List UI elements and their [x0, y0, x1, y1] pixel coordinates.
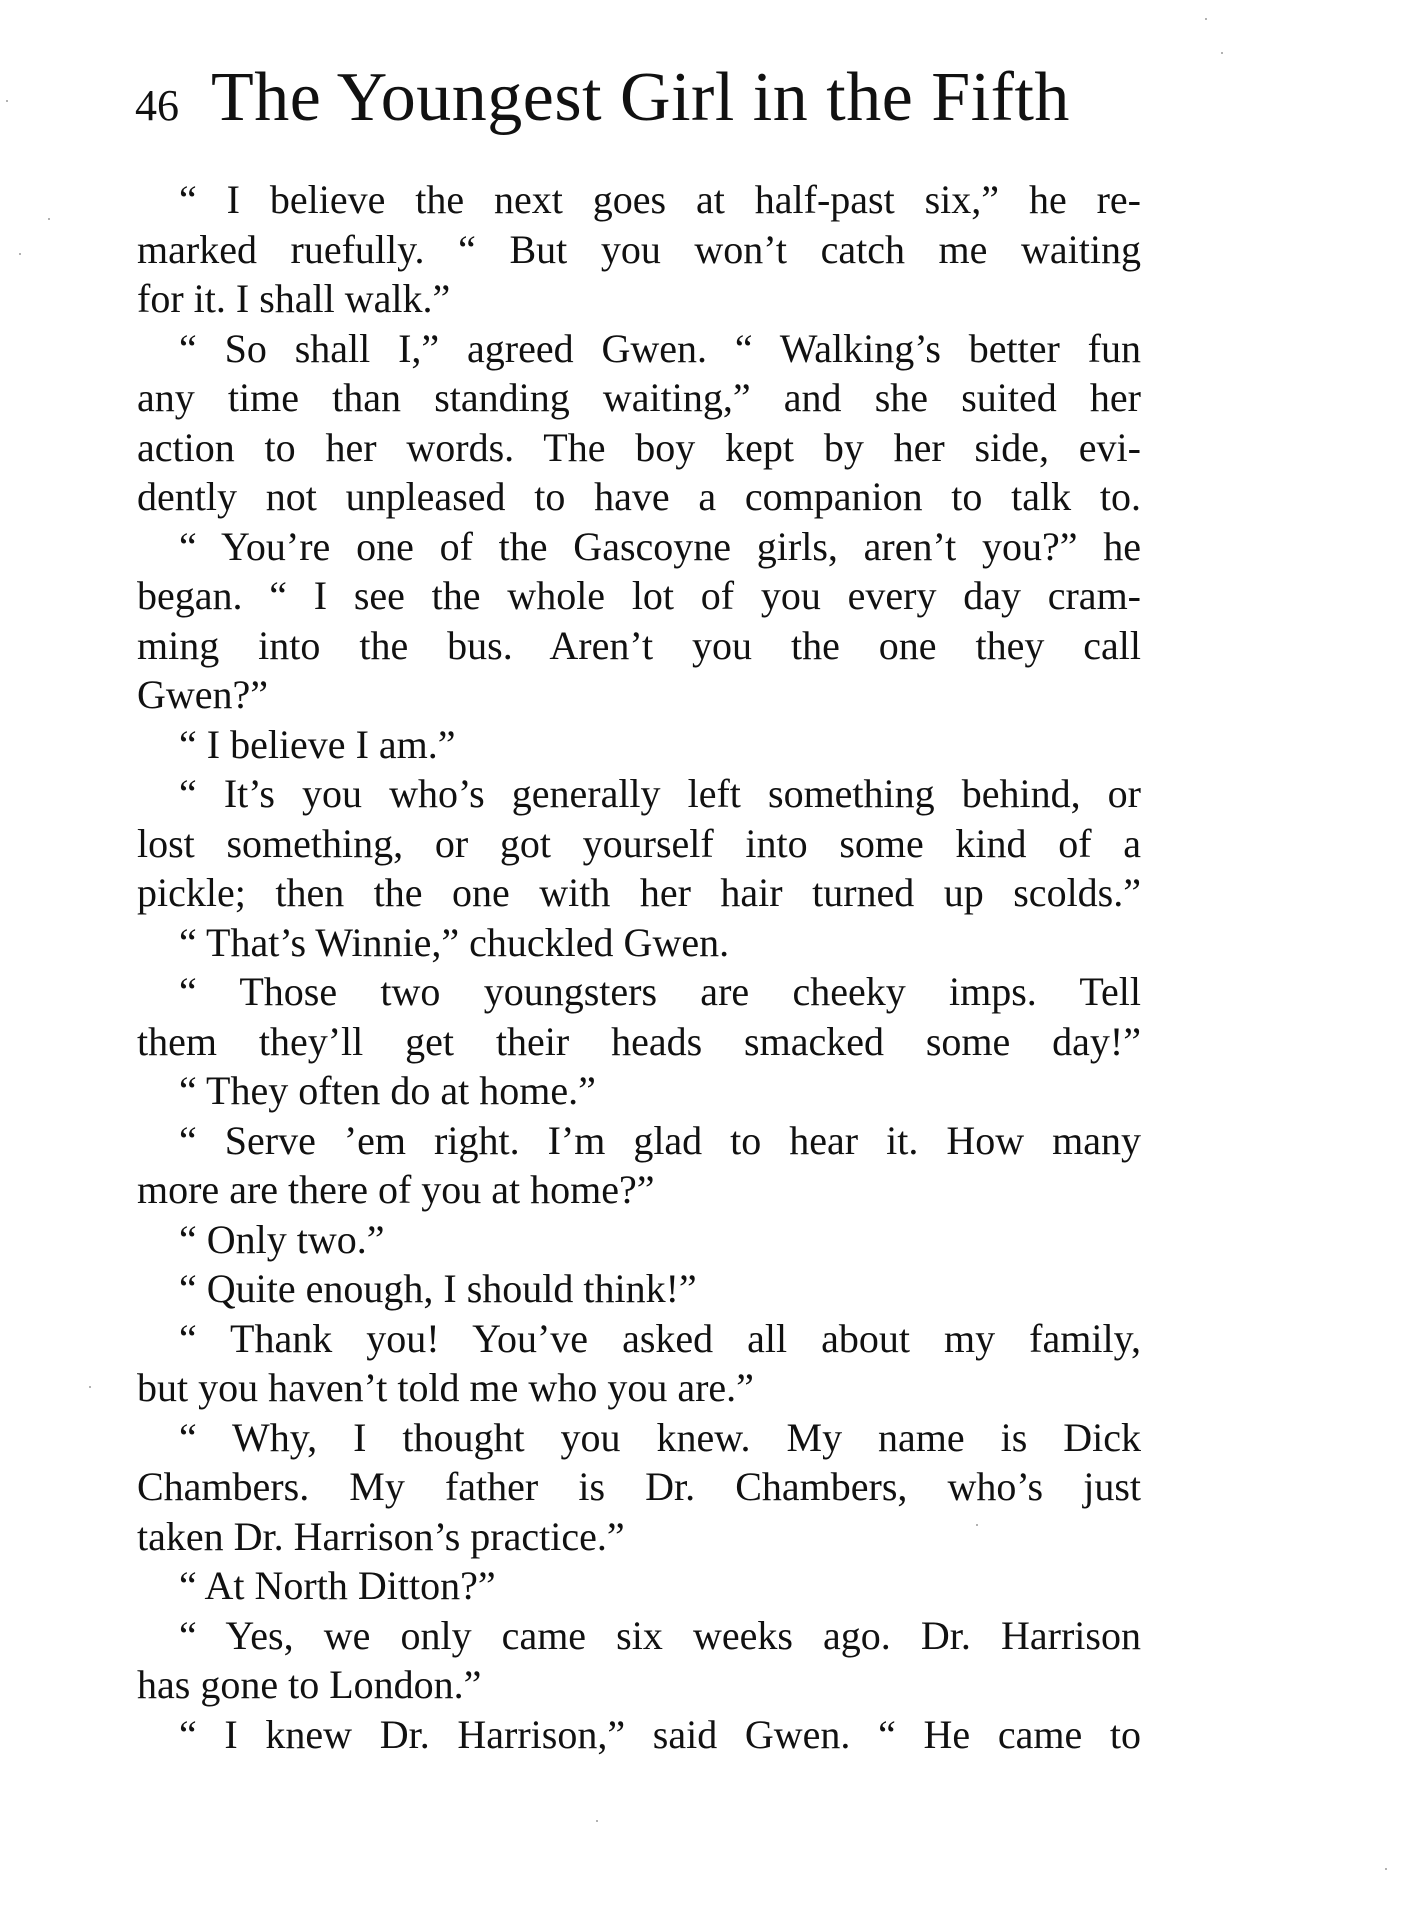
- text-line: more are there of you at home?”: [137, 1167, 655, 1212]
- text-line: “ I believe I am.”: [179, 721, 456, 767]
- text-line: Chambers. My father is Dr. Chambers, who’s just: [137, 1464, 1141, 1509]
- text-line: ming into the bus. Aren’t you the one they call: [137, 622, 1141, 668]
- text-line: pickle; then the one with her hair turned up scolds.”: [137, 870, 1141, 915]
- scan-speck: [596, 1820, 598, 1822]
- body-text: [137, 175, 1141, 1759]
- text-line: “ I believe the next goes at half-past six,” he re-: [179, 177, 1141, 222]
- text-line: “ Yes, we only came six weeks ago. Dr. Harrison: [179, 1612, 1141, 1658]
- text-line: has gone to London.”: [137, 1662, 482, 1707]
- text-line: “ Why, I thought you knew. My name is Dick: [179, 1414, 1141, 1460]
- text-line: “ It’s you who’s generally left something behind, or: [179, 771, 1141, 816]
- text-line: “ They often do at home.”: [179, 1068, 596, 1113]
- text-line: “ At North Ditton?”: [179, 1563, 496, 1608]
- text-line: “ That’s Winnie,” chuckled Gwen.: [179, 919, 730, 965]
- scan-speck: [19, 253, 21, 255]
- scan-speck: [976, 1524, 978, 1526]
- text-line: dently not unpleased to have a companion to talk to.: [137, 474, 1141, 519]
- text-line: “ I knew Dr. Harrison,” said Gwen. “ He came to: [179, 1711, 1141, 1757]
- text-line: “ Thank you! You’ve asked all about my family,: [179, 1315, 1141, 1361]
- running-title: The Youngest Girl in the Fifth: [211, 59, 1070, 136]
- text-line: taken Dr. Harrison’s practice.”: [137, 1513, 625, 1559]
- text-line: Gwen?”: [137, 672, 269, 717]
- text-line: marked ruefully. “ But you won’t catch me waiting: [137, 226, 1141, 272]
- text-line: “ So shall I,” agreed Gwen. “ Walking’s better fun: [179, 325, 1141, 371]
- scan-speck: [1205, 18, 1207, 20]
- scan-speck: [1221, 52, 1223, 54]
- text-line: began. “ I see the whole lot of you every day cram-: [137, 573, 1141, 618]
- text-line: “ Serve ’em right. I’m glad to hear it. How many: [179, 1117, 1141, 1163]
- scan-speck: [6, 100, 8, 102]
- text-line: “ You’re one of the Gascoyne girls, aren’t you?” he: [179, 523, 1141, 569]
- page-number: 46: [135, 81, 179, 130]
- text-line: them they’ll get their heads smacked some day!”: [137, 1018, 1141, 1064]
- text-line: “ Quite enough, I should think!”: [179, 1266, 697, 1311]
- text-line: for it. I shall walk.”: [137, 276, 451, 321]
- text-line: action to her words. The boy kept by her side, evi-: [137, 424, 1141, 470]
- scan-speck: [48, 218, 50, 220]
- text-line: lost something, or got yourself into some kind of a: [137, 820, 1141, 866]
- scan-speck: [1385, 1868, 1387, 1870]
- scan-speck: [89, 1386, 91, 1388]
- page-header: [135, 58, 1135, 148]
- text-line: any time than standing waiting,” and she suited her: [137, 375, 1141, 420]
- text-line: “ Those two youngsters are cheeky imps. Tell: [179, 969, 1141, 1014]
- text-line: “ Only two.”: [179, 1216, 385, 1262]
- text-line: but you haven’t told me who you are.”: [137, 1365, 754, 1410]
